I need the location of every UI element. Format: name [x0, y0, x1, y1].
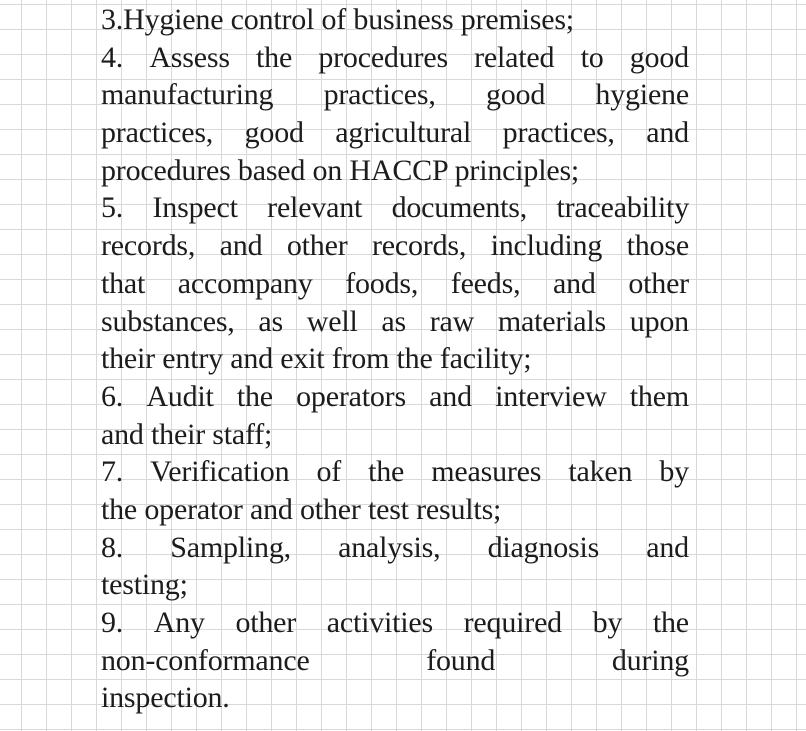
word: Audit [146, 379, 214, 413]
text-line [101, 39, 689, 77]
word: the [256, 40, 293, 74]
word: and [646, 530, 689, 564]
word: materials [497, 304, 607, 338]
text-line: testing; [101, 568, 188, 602]
word: and [219, 229, 263, 263]
text-line: 3.Hygiene control of business premises; [101, 3, 574, 36]
text-line: inspection. [101, 681, 230, 715]
word: upon [629, 304, 689, 338]
word: practices, [502, 116, 615, 150]
word: Assess [149, 40, 230, 74]
word: to [580, 40, 604, 74]
text-line [101, 642, 689, 680]
word: found [426, 643, 496, 677]
word: them [629, 379, 689, 413]
word: other [235, 606, 297, 639]
text-line [101, 604, 689, 642]
word: related [474, 40, 555, 74]
word: hygiene [595, 78, 689, 112]
word: other [286, 229, 348, 263]
word: accompany [177, 266, 313, 300]
word: practices, [323, 78, 436, 112]
word: traceability [556, 191, 689, 225]
word: well [306, 304, 358, 338]
text-line [101, 114, 689, 152]
word: 6. [101, 379, 124, 413]
word: those [626, 229, 689, 263]
word: Sampling, [170, 530, 291, 564]
text-line: procedures based on HACCP principles; [101, 153, 580, 187]
word: Verification [150, 455, 290, 489]
word: during [611, 643, 689, 677]
word: documents, [391, 191, 528, 225]
word: the [236, 379, 273, 413]
word: foods, [345, 266, 419, 300]
word: Inspect [152, 191, 238, 225]
word: records, [371, 229, 467, 263]
word: activities [326, 606, 434, 639]
word: 5. [101, 191, 124, 225]
text-line: their entry and exit from the facility; [101, 342, 532, 376]
word: raw [429, 304, 475, 338]
word: good [629, 40, 689, 74]
word: and [429, 379, 472, 413]
word: 8. [101, 530, 124, 564]
text-line [101, 265, 689, 303]
text-line [101, 303, 689, 341]
word: by [592, 606, 623, 639]
text-line [101, 189, 689, 227]
word: non-conformance [101, 643, 310, 677]
word: other [628, 266, 689, 300]
text-line [101, 378, 689, 416]
word: analysis, [338, 530, 441, 564]
word: taken [568, 455, 633, 489]
word: as [381, 304, 406, 338]
word: practices, [101, 116, 214, 150]
word: agricultural [335, 116, 472, 150]
text-line: the operator and other test results; [101, 492, 502, 526]
word: and [553, 266, 596, 300]
word: procedures [318, 40, 448, 74]
word: and [646, 116, 689, 150]
word: substances, [101, 304, 235, 338]
word: 7. [101, 455, 124, 489]
word: Any [153, 606, 205, 639]
text-line [101, 453, 689, 491]
word: that [101, 266, 146, 300]
word: the [368, 455, 405, 489]
word: diagnosis [487, 530, 600, 564]
word: good [244, 116, 304, 150]
word: records, [101, 229, 196, 263]
word: required [463, 606, 562, 639]
word: of [316, 455, 342, 489]
word: manufacturing [101, 78, 274, 112]
word: as [258, 304, 283, 338]
word: operators [296, 379, 406, 413]
word: feeds, [450, 266, 521, 300]
text-line: and their staff; [101, 417, 273, 451]
word: 9. [101, 606, 124, 639]
text-line [101, 529, 689, 567]
word: good [485, 78, 546, 112]
word: 4. [101, 40, 124, 74]
text-line [101, 227, 689, 265]
word: by [659, 455, 689, 489]
text-line [101, 76, 689, 114]
word: the [652, 606, 689, 639]
word: interview [495, 379, 607, 413]
word: measures [431, 455, 542, 489]
word: including [490, 229, 603, 263]
document-text [101, 1, 689, 717]
word: relevant [267, 191, 363, 225]
